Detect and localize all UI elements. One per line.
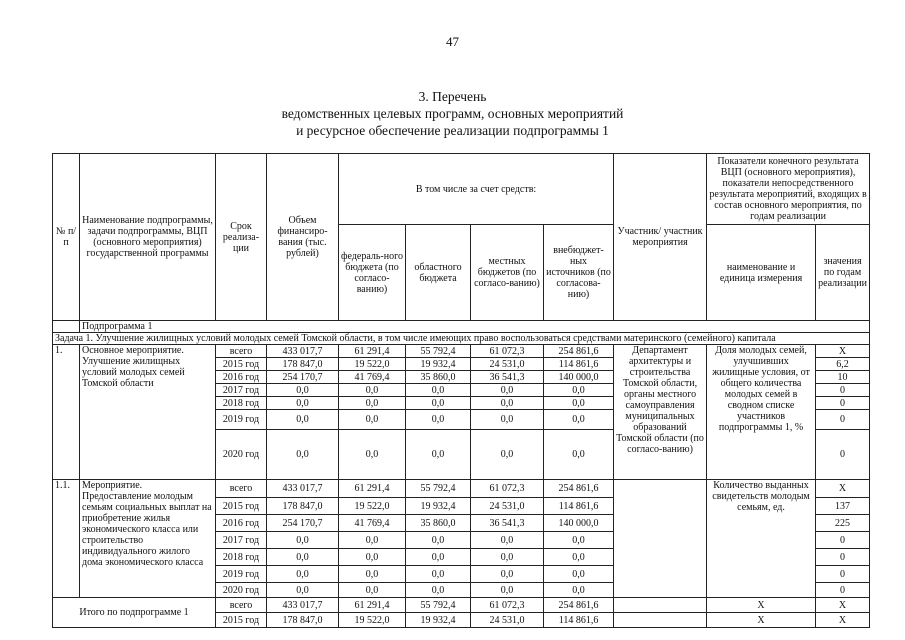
regional-cell: 19 932,4	[406, 358, 471, 371]
extra-cell: 0,0	[544, 549, 614, 566]
term-cell: 2020 год	[216, 583, 267, 598]
term-cell: 2019 год	[216, 566, 267, 583]
page-number: 47	[446, 34, 459, 49]
regional-cell: 0,0	[406, 430, 471, 480]
total-block	[53, 598, 870, 628]
header-federal: федераль-ного бюджета (по согласо-ванию)	[339, 225, 406, 321]
header-indicator-name: наименование и единица измерения	[707, 225, 816, 321]
extra-cell: 254 861,6	[544, 345, 614, 358]
header-extra: внебюджет-ных источников (по согласова-нию)	[544, 225, 614, 321]
term-cell: 2016 год	[216, 371, 267, 384]
regional-cell: 35 860,0	[406, 371, 471, 384]
header-local: местных бюджетов (по согласо-ванию)	[471, 225, 544, 321]
header-indicators-group: Показатели конечного результата ВЦП (основного мероприятия), показатели непосредственного результата мероприятий, входящих в состав основного мероприятия, по годам реализации	[707, 154, 870, 225]
indicator-name-cell: Доля молодых семей, улучшивших жилищные условия, от общего количества молодых семей в сводном списке участников подпрограммы 1, %	[707, 345, 816, 480]
indicator-value-cell: 0	[816, 532, 870, 549]
volume-cell: 254 170,7	[267, 371, 339, 384]
row-number: 1.	[53, 345, 80, 480]
term-cell: 2015 год	[216, 613, 267, 628]
extra-cell: 114 861,6	[544, 358, 614, 371]
header-volume: Объем финансиро-вания (тыс. рублей)	[267, 154, 339, 321]
term-cell: всего	[216, 598, 267, 613]
participant-cell	[614, 598, 707, 613]
participant-cell: Департамент архитектуры и строительства Томской области, органы местного самоуправления муниципальных образований Томской области (по согласо-ванию)	[614, 345, 707, 480]
term-cell: всего	[216, 345, 267, 358]
program-table	[52, 153, 870, 628]
indicator-value-cell: 0	[816, 384, 870, 397]
volume-cell: 0,0	[267, 566, 339, 583]
subprogram-label: Подпрограмма 1	[80, 321, 870, 333]
extra-cell: 254 861,6	[544, 480, 614, 498]
local-cell: 61 072,3	[471, 480, 544, 498]
regional-cell: 0,0	[406, 410, 471, 430]
header-indicator-values: значения по годам реализации	[816, 225, 870, 321]
volume-cell: 0,0	[267, 410, 339, 430]
regional-cell: 55 792,4	[406, 345, 471, 358]
federal-cell: 0,0	[339, 430, 406, 480]
regional-cell: 35 860,0	[406, 515, 471, 532]
extra-cell: 0,0	[544, 430, 614, 480]
indicator-name-cell: X	[707, 598, 816, 613]
term-cell: всего	[216, 480, 267, 498]
page-title	[0, 88, 905, 139]
federal-cell: 0,0	[339, 532, 406, 549]
term-cell: 2020 год	[216, 430, 267, 480]
indicator-value-cell: 0	[816, 430, 870, 480]
indicator-value-cell: 10	[816, 371, 870, 384]
block-1	[53, 345, 870, 480]
federal-cell: 19 522,0	[339, 358, 406, 371]
regional-cell: 0,0	[406, 397, 471, 410]
local-cell: 36 541,3	[471, 515, 544, 532]
federal-cell: 19 522,0	[339, 613, 406, 628]
indicator-value-cell: 0	[816, 410, 870, 430]
local-cell: 0,0	[471, 410, 544, 430]
indicator-value-cell: 0	[816, 566, 870, 583]
table-row	[53, 345, 870, 358]
regional-cell: 55 792,4	[406, 598, 471, 613]
local-cell: 61 072,3	[471, 598, 544, 613]
title-line-2: ведомственных целевых программ, основных мероприятий	[281, 106, 624, 121]
volume-cell: 0,0	[267, 430, 339, 480]
federal-cell: 41 769,4	[339, 371, 406, 384]
volume-cell: 254 170,7	[267, 515, 339, 532]
indicator-value-cell: 0	[816, 397, 870, 410]
indicator-value-cell: X	[816, 480, 870, 498]
title-line-3: и ресурсное обеспечение реализации подпрограммы 1	[296, 123, 609, 138]
block-2	[53, 480, 870, 598]
term-cell: 2015 год	[216, 358, 267, 371]
indicator-value-cell: 137	[816, 498, 870, 515]
extra-cell: 140 000,0	[544, 515, 614, 532]
title-line-1: 3. Перечень	[418, 89, 487, 104]
volume-cell: 0,0	[267, 583, 339, 598]
local-cell: 0,0	[471, 549, 544, 566]
extra-cell: 0,0	[544, 384, 614, 397]
volume-cell: 178 847,0	[267, 358, 339, 371]
regional-cell: 0,0	[406, 549, 471, 566]
local-cell: 0,0	[471, 532, 544, 549]
indicator-value-cell: 225	[816, 515, 870, 532]
participant-cell	[614, 480, 707, 598]
term-cell: 2018 год	[216, 397, 267, 410]
extra-cell: 114 861,6	[544, 498, 614, 515]
extra-cell: 0,0	[544, 397, 614, 410]
term-cell: 2018 год	[216, 549, 267, 566]
volume-cell: 433 017,7	[267, 345, 339, 358]
federal-cell: 0,0	[339, 410, 406, 430]
extra-cell: 140 000,0	[544, 371, 614, 384]
header-regional: областного бюджета	[406, 225, 471, 321]
row-name: Мероприятие. Предоставление молодым семьям социальных выплат на приобретение жилья экономического класса или строительство индивидуального жилого дома экономического класса	[80, 480, 216, 598]
extra-cell: 0,0	[544, 583, 614, 598]
federal-cell: 0,0	[339, 549, 406, 566]
term-cell: 2019 год	[216, 410, 267, 430]
regional-cell: 0,0	[406, 566, 471, 583]
header-num: № п/п	[53, 154, 80, 321]
federal-cell: 0,0	[339, 566, 406, 583]
header-sources-group: В том числе за счет средств:	[339, 154, 614, 225]
table-row	[53, 480, 870, 498]
federal-cell: 61 291,4	[339, 598, 406, 613]
volume-cell: 0,0	[267, 384, 339, 397]
local-cell: 0,0	[471, 397, 544, 410]
local-cell: 24 531,0	[471, 498, 544, 515]
extra-cell: 0,0	[544, 532, 614, 549]
term-cell: 2017 год	[216, 532, 267, 549]
volume-cell: 178 847,0	[267, 498, 339, 515]
header-participant: Участник/ участник мероприятия	[614, 154, 707, 321]
local-cell: 0,0	[471, 430, 544, 480]
regional-cell: 0,0	[406, 384, 471, 397]
row-number: 1.1.	[53, 480, 80, 598]
term-cell: 2015 год	[216, 498, 267, 515]
indicator-name-cell: X	[707, 613, 816, 628]
local-cell: 24 531,0	[471, 358, 544, 371]
federal-cell: 61 291,4	[339, 480, 406, 498]
local-cell: 36 541,3	[471, 371, 544, 384]
regional-cell: 55 792,4	[406, 480, 471, 498]
volume-cell: 433 017,7	[267, 480, 339, 498]
federal-cell: 0,0	[339, 384, 406, 397]
volume-cell: 0,0	[267, 532, 339, 549]
federal-cell: 41 769,4	[339, 515, 406, 532]
header-name: Наименование подпрограммы, задачи подпрограммы, ВЦП (основного мероприятия) государственной программы	[80, 154, 216, 321]
indicator-value-cell: 6,2	[816, 358, 870, 371]
volume-cell: 0,0	[267, 397, 339, 410]
volume-cell: 178 847,0	[267, 613, 339, 628]
local-cell: 0,0	[471, 583, 544, 598]
indicator-value-cell: X	[816, 613, 870, 628]
local-cell: 24 531,0	[471, 613, 544, 628]
federal-cell: 0,0	[339, 397, 406, 410]
regional-cell: 0,0	[406, 583, 471, 598]
indicator-value-cell: X	[816, 345, 870, 358]
task-label: Задача 1. Улучшение жилищных условий молодых семей Томской области, в том числе имеющих право воспользоваться средствами материнского (семейного) капитала	[53, 333, 870, 345]
federal-cell: 19 522,0	[339, 498, 406, 515]
extra-cell: 0,0	[544, 410, 614, 430]
participant-cell	[614, 613, 707, 628]
volume-cell: 0,0	[267, 549, 339, 566]
local-cell: 61 072,3	[471, 345, 544, 358]
indicator-name-cell: Количество выданных свидетельств молодым семьям, ед.	[707, 480, 816, 598]
volume-cell: 433 017,7	[267, 598, 339, 613]
extra-cell: 254 861,6	[544, 598, 614, 613]
federal-cell: 61 291,4	[339, 345, 406, 358]
total-label: Итого по подпрограмме 1	[53, 598, 216, 628]
local-cell: 0,0	[471, 384, 544, 397]
extra-cell: 0,0	[544, 566, 614, 583]
indicator-value-cell: 0	[816, 583, 870, 598]
regional-cell: 19 932,4	[406, 613, 471, 628]
indicator-value-cell: 0	[816, 549, 870, 566]
regional-cell: 0,0	[406, 532, 471, 549]
local-cell: 0,0	[471, 566, 544, 583]
total-row	[53, 598, 870, 613]
term-cell: 2017 год	[216, 384, 267, 397]
indicator-value-cell: X	[816, 598, 870, 613]
header-term: Срок реализа-ции	[216, 154, 267, 321]
term-cell: 2016 год	[216, 515, 267, 532]
row-name: Основное мероприятие. Улучшение жилищных условий молодых семей Томской области	[80, 345, 216, 480]
federal-cell: 0,0	[339, 583, 406, 598]
extra-cell: 114 861,6	[544, 613, 614, 628]
regional-cell: 19 932,4	[406, 498, 471, 515]
